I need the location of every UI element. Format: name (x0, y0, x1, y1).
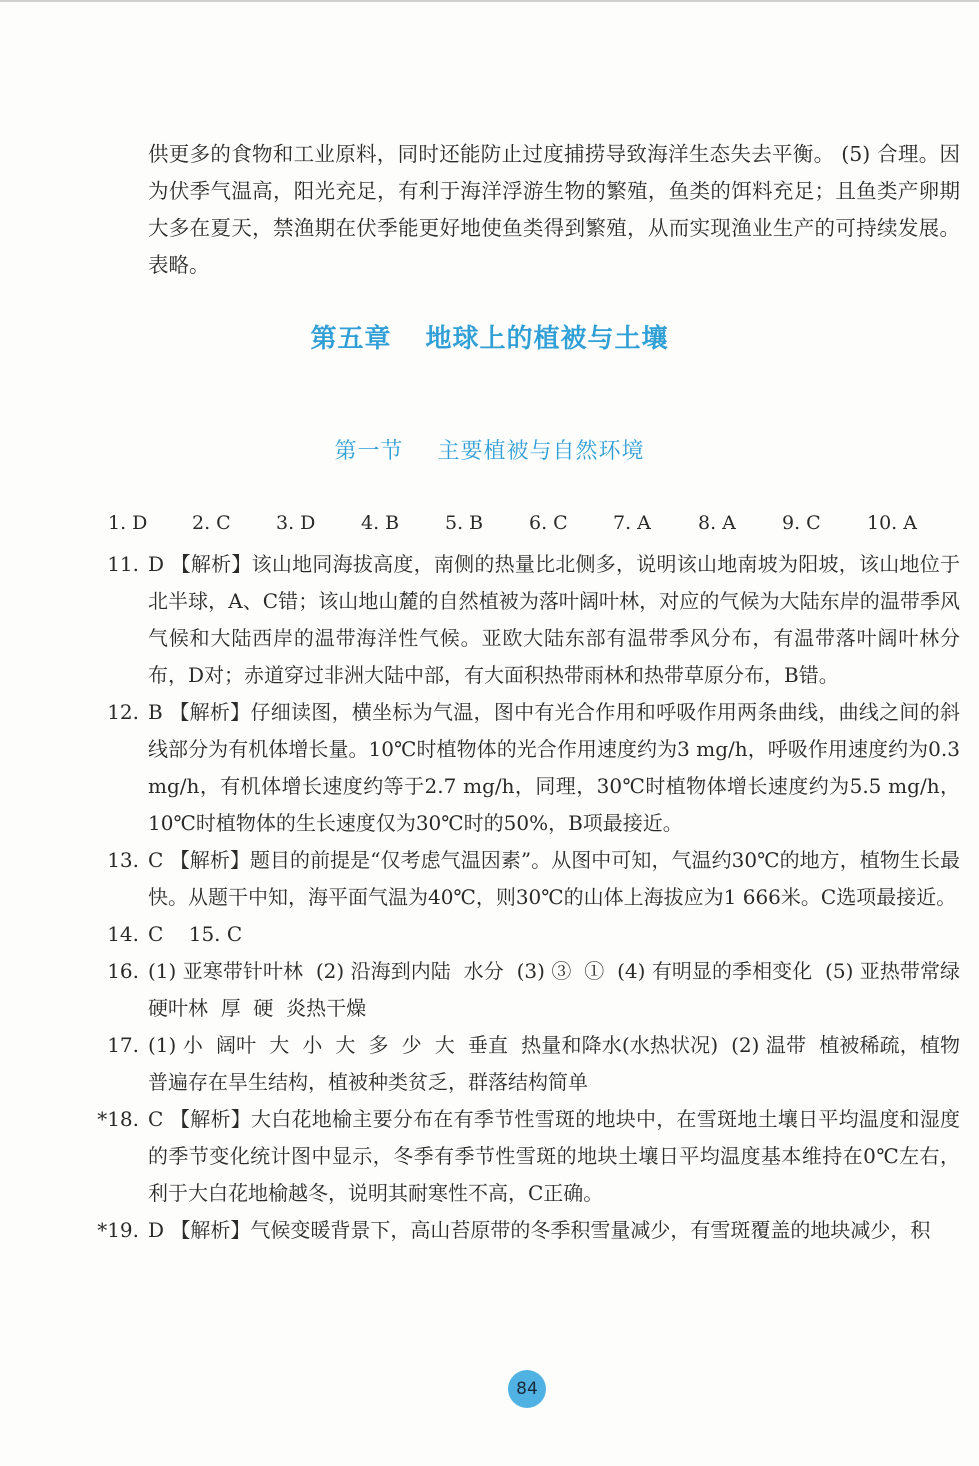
answer-7: 7. A (613, 512, 651, 534)
item-number: 17. (107, 1033, 139, 1057)
section-heading (0, 434, 979, 465)
chapter-title: 地球上的植被与土壤 (425, 324, 669, 354)
item-text: (1) 小 阔叶 大 小 大 多 少 大 垂直 热量和降水(水热状况) (2) 温带 植被稀疏，植物普遍存在旱生结构，植被种类贫乏，群落结构简单 (148, 1033, 960, 1094)
item-number: 16. (107, 959, 139, 983)
item-text: D 【解析】该山地同海拔高度，南侧的热量比北侧多，说明该山地南坡为阳坡，该山地位于北半球，A、C错；该山地山麓的自然植被为落叶阔叶林，对应的气候为大陆东岸的温带季风气候和大陆西岸的温带海洋性气候。亚欧大陆东部有温带季风分布，有温带落叶阔叶林分布，D对；赤道穿过非洲大陆中部，有大面积热带雨林和热带草原分布，B错。 (148, 552, 960, 687)
item-number: 12. (107, 700, 139, 724)
answer-item-14 (92, 916, 960, 953)
intro-continuation (148, 136, 960, 284)
item-number: 11. (107, 552, 139, 576)
item-number: 14. (107, 922, 139, 946)
quick-answers-row (108, 512, 928, 542)
answer-4: 4. B (361, 512, 400, 534)
answer-8: 8. A (698, 512, 736, 534)
answer-9: 9. C (782, 512, 821, 534)
item-number: *18. (97, 1107, 139, 1131)
item-text: C 【解析】题目的前提是“仅考虑气温因素”。从图中可知，气温约30℃的地方，植物生长最快。从题干中知，海平面气温为40℃，则30℃的山体上海拔应为1 666米。C选项最接近。 (148, 848, 960, 909)
intro-paragraph: 供更多的食物和工业原料，同时还能防止过度捕捞导致海洋生态失去平衡。 (5) 合理。因为伏季气温高，阳光充足，有利于海洋浮游生物的繁殖，鱼类的饵料充足；且鱼类产卵期大多在夏天，禁渔期在伏季能更好地使鱼类得到繁殖，从而实现渔业生产的可持续发展。表略。 (148, 142, 960, 277)
section-title: 主要植被与自然环境 (437, 439, 645, 464)
top-border (0, 0, 979, 2)
answer-10: 10. A (867, 512, 917, 534)
item-text: B 【解析】仔细读图，横坐标为气温，图中有光合作用和呼吸作用两条曲线，曲线之间的斜线部分为有机体增长量。10℃时植物体的光合作用速度约为3 mg/h，呼吸作用速度约为0.3 mg/h，有机体增长速度约等于2.7 mg/h，同理，30℃时植物体增长速度约为5.5 mg/h，10℃时植物体的生长速度仅为30℃时的50%，B项最接近。 (148, 700, 960, 835)
answer-items (92, 546, 960, 1249)
answer-item-19 (92, 1212, 960, 1249)
answer-2: 2. C (192, 512, 231, 534)
chapter-heading (0, 318, 979, 355)
answer-5: 5. B (445, 512, 484, 534)
answer-item-13 (92, 842, 960, 916)
item-number: 13. (107, 848, 139, 872)
item-text: C 【解析】大白花地榆主要分布在有季节性雪斑的地块中，在雪斑地土壤日平均温度和湿度的季节变化统计图中显示，冬季有季节性雪斑的地块土壤日平均温度基本维持在0℃左右，利于大白花地榆越冬，说明其耐寒性不高，C正确。 (148, 1107, 960, 1205)
chapter-number: 第五章 (310, 324, 392, 354)
answer-6: 6. C (529, 512, 568, 534)
answer-item-17 (92, 1027, 960, 1101)
answer-item-16 (92, 953, 960, 1027)
page-number: 84 (516, 1379, 538, 1399)
item-text: (1) 亚寒带针叶林 (2) 沿海到内陆 水分 (3) ③ ① (4) 有明显的季相变化 (5) 亚热带常绿硬叶林 厚 硬 炎热干燥 (148, 959, 960, 1020)
item-text: D 【解析】气候变暖背景下，高山苔原带的冬季积雪量减少，有雪斑覆盖的地块减少，积 (148, 1218, 931, 1242)
answer-1: 1. D (108, 512, 148, 534)
answer-item-18 (92, 1101, 960, 1212)
section-number: 第一节 (334, 439, 404, 464)
item-text: C 15. C (148, 922, 243, 946)
page-number-badge (508, 1370, 546, 1408)
item-number: *19. (97, 1218, 139, 1242)
answer-item-12 (92, 694, 960, 842)
answer-item-11 (92, 546, 960, 694)
answer-3: 3. D (276, 512, 316, 534)
